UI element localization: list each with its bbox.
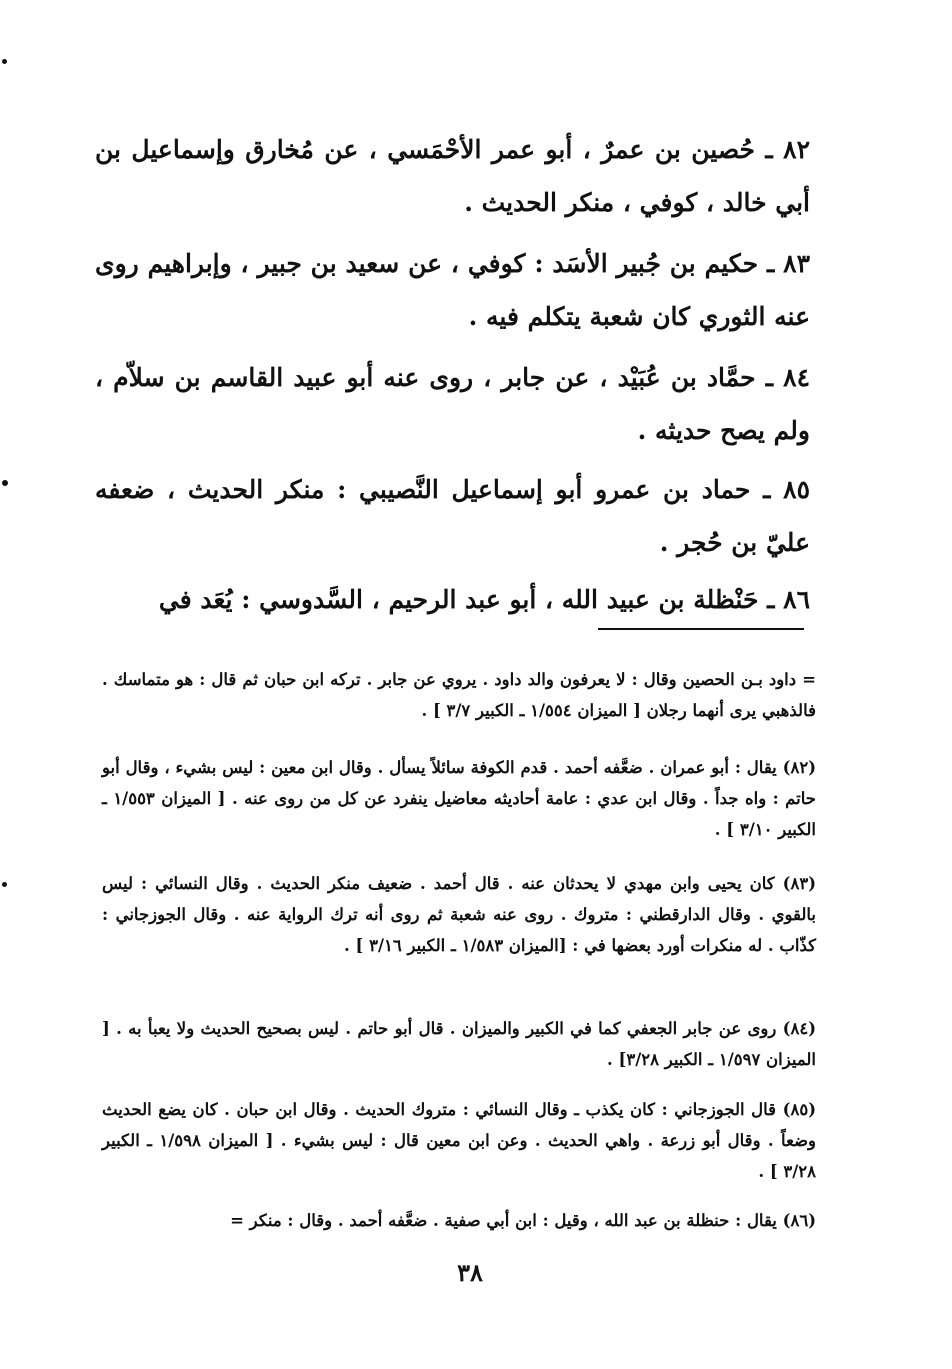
scan-speck: [2, 480, 8, 486]
entry-86: ٨٦ ـ حَنْظلة بن عبيد الله ، أبو عبد الرحيم ، السَّدوسي : يُعَد في: [158, 585, 810, 614]
footnote-85: (٨٥) قال الجوزجاني : كان يكذب ـ وقال النسائي : متروك الحديث . وقال ابن حبان . كان يضع الحديث وضعاً . وقال أبو زرعة . واهي الحديث . وعن ابن معين قال : ليس بشيء . [ الميزان ١/٥٩٨ ـ الكبير ٣/٢٨ ] .: [102, 1099, 817, 1181]
footnote-separator: [598, 628, 804, 630]
scan-speck: [2, 59, 7, 64]
footnote-continued: = داود بـن الحصين وقال : لا يعرفون والد داود . يروي عن جابر . تركه ابن حبان ثم قال : هو متماسك . فالذهبي يرى أنهما رجلان [ الميزان ١/٥٥٤ ـ الكبير ٣/٧ ] .: [102, 669, 816, 720]
footnote-82: (٨٢) يقال : أبو عمران . ضعَّفه أحمد . قدم الكوفة سائلاً يسأل . وقال ابن معين : ليس بشيء ، وقال أبو حاتم : واه جداً . وقال ابن عدي : عامة أحاديثه معاضيل ينفرد عن كل من روى عنه . [ الميزان ١/٥٥٣ ـ الكبير ٣/١٠ ] .: [102, 757, 816, 839]
entry-84: ٨٤ ـ حمَّاد بن عُبَيْد ، عن جابر ، روى عنه أبو عبيد القاسم بن سلاّم ، ولم يصح حديثه .: [95, 363, 810, 445]
entry-85: ٨٥ ـ حماد بن عمرو أبو إسماعيل النَّصيبي : منكر الحديث ، ضعفه عليّ بن حُجر .: [95, 475, 810, 557]
page-number: ٣٨: [457, 1258, 483, 1287]
entry-82: ٨٢ ـ حُصين بن عمرٌ ، أبو عمر الأحْمَسي ، عن مُخارق وإسماعيل بن أبي خالد ، كوفي ، منكر الحديث .: [95, 135, 810, 217]
scan-speck: [2, 882, 7, 887]
footnote-84: (٨٤) روى عن جابر الجعفي كما في الكبير والميزان . قال أبو حاتم . ليس بصحيح الحديث ولا يعبأ به . [ الميزان ١/٥٩٧ ـ الكبير ٣/٢٨] .: [102, 1018, 816, 1069]
footnote-83: (٨٣) كان يحيى وابن مهدي لا يحدثان عنه . قال أحمد . ضعيف منكر الحديث . وقال النسائي : ليس بالقوي . وقال الدارقطني : متروك . روى عنه شعبة ثم روى أنه ترك الرواية عنه . وقال الجوزجاني : كذّاب . له منكرات أورد بعضها في : [الميزان ١/٥٨٣ ـ الكبير ٣/١٦ ] .: [102, 873, 816, 955]
footnote-86: (٨٦) يقال : حنظلة بن عبد الله ، وقيل : ابن أبي صفية . ضعَّفه أحمد . وقال : منكر =: [230, 1210, 816, 1230]
entry-83: ٨٣ ـ حكيم بن جُبير الأسَد : كوفي ، عن سعيد بن جبير ، وإبراهيم روى عنه الثوري كان شعبة يتكلم فيه .: [95, 249, 810, 331]
